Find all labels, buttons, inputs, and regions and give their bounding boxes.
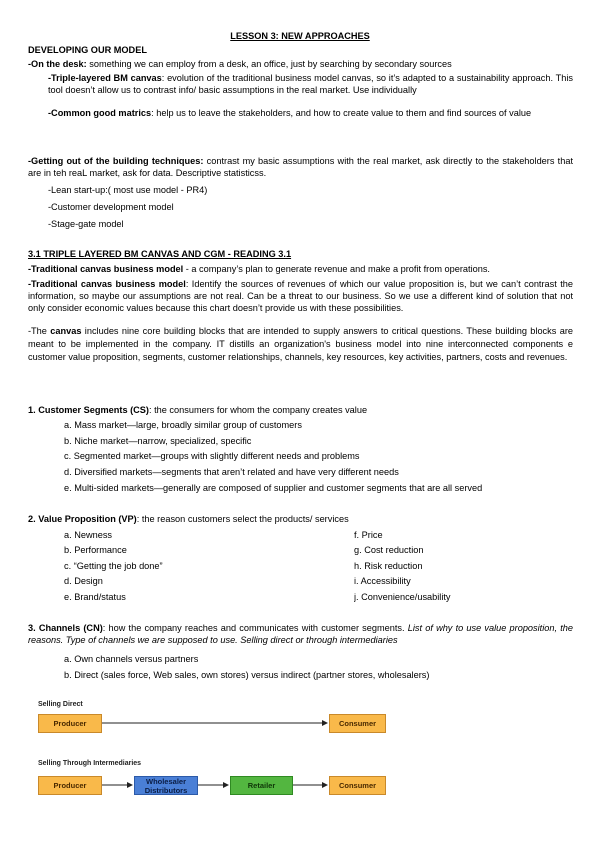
common-good-lead: -Common good matrics	[48, 108, 152, 118]
traditional-canvas-lead: -Traditional canvas business model	[28, 279, 186, 289]
on-the-desk-text: something we can employ from a desk, an office, just by searching by secondary sources	[86, 59, 452, 69]
value-proposition-item: e. Brand/status	[64, 592, 126, 602]
producer-box: Producer	[38, 776, 102, 795]
canvas-lead: canvas	[50, 326, 82, 336]
common-good-text: : help us to leave the stakeholders, and how to create value to them and find sources of value	[151, 108, 532, 118]
channels-italic-note: List of why to use value proposition, the reasons. Type of channels we are supposed to use. Selling direct or through intermediaries	[28, 623, 573, 645]
value-proposition-item: g. Cost reduction	[354, 545, 424, 555]
value-proposition-item: c. “Getting the job done”	[64, 561, 163, 571]
getting-out-item: -Lean start-up:( most use model - PR4)	[48, 185, 208, 195]
customer-segment-item: b. Niche market—narrow, specialized, specific	[64, 436, 252, 446]
channel-item: b. Direct (sales force, Web sales, own stores) versus indirect (partner stores, wholesalers)	[64, 670, 430, 680]
canvas-prefix: -The	[28, 326, 51, 336]
section-heading-developing: DEVELOPING OUR MODEL	[28, 45, 147, 55]
selling-direct-label: Selling Direct	[38, 701, 83, 708]
value-proposition-item: h. Risk reduction	[354, 561, 423, 571]
customer-segment-item: d. Diversified markets—segments that aren’t related and have very different needs	[64, 467, 399, 477]
value-proposition-item: d. Design	[64, 576, 103, 586]
consumer-box: Consumer	[329, 714, 386, 733]
on-the-desk-lead: -On the desk:	[28, 59, 87, 69]
value-proposition-item: a. Newness	[64, 530, 113, 540]
customer-segments-text: : the consumers for whom the company creates value	[149, 405, 368, 415]
value-proposition-lead: 2. Value Proposition (VP)	[28, 514, 137, 524]
traditional-canvas-text: - a company’s plan to generate revenue and make a profit from operations.	[183, 264, 490, 274]
canvas-text: includes nine core building blocks that are intended to supply answers to critical questions. These building blocks are meant to be implemented in the company. IT distills an organization's business model into nine interconnected components e customer value proposition, segments, customer relationships, channels, key resources, key activities, partners, costs and revenues.	[28, 326, 573, 362]
value-proposition-text: : the reason customers select the products/ services	[136, 514, 349, 524]
channels-text: : how the company reaches and communicates with customer segments.	[102, 623, 408, 633]
getting-out-lead: -Getting out of the building techniques:	[28, 156, 204, 166]
customer-segment-item: a. Mass market—large, broadly similar group of customers	[64, 420, 302, 430]
getting-out-item: -Customer development model	[48, 202, 174, 212]
section-heading-3-1: 3.1 TRIPLE LAYERED BM CANVAS AND CGM - READING 3.1	[28, 249, 292, 259]
traditional-canvas-lead: -Traditional canvas business model	[28, 264, 184, 274]
getting-out-item: -Stage-gate model	[48, 219, 124, 229]
triple-layered-lead: -Triple-layered BM canvas	[48, 73, 162, 83]
value-proposition-item: j. Convenience/usability	[354, 592, 451, 602]
customer-segments-lead: 1. Customer Segments (CS)	[28, 405, 149, 415]
getting-out-text: contrast my basic assumptions with the real market, ask directly to the stakeholders that are in teh reaL market, ask for data. Descriptive statisticss.	[28, 156, 573, 178]
value-proposition-item: f. Price	[354, 530, 383, 540]
value-proposition-item: i. Accessibility	[354, 576, 411, 586]
wholesaler-distributors-box: Wholesaler Distributors	[134, 776, 198, 795]
selling-intermediaries-label: Selling Through Intermediaries	[38, 760, 142, 767]
traditional-canvas-text: : Identify the sources of revenues of which our value proposition is, but we can’t contrast the information, so maybe our assumptions are not real. Can be a threat to our business. So we use a different kind of solution that not only consider economic values because this chart doesn’t provide us with these possibilities.	[28, 279, 573, 313]
channel-item: a. Own channels versus partners	[64, 654, 199, 664]
consumer-box: Consumer	[329, 776, 386, 795]
retailer-box: Retailer	[230, 776, 293, 795]
producer-box: Producer	[38, 714, 102, 733]
lesson-title: LESSON 3: NEW APPROACHES	[230, 31, 370, 41]
value-proposition-item: b. Performance	[64, 545, 127, 555]
customer-segment-item: c. Segmented market—groups with slightly different needs and problems	[64, 451, 360, 461]
triple-layered-text: : evolution of the traditional business model canvas, so it’s adapted to a sustainability approach. This tool doesn’t allow us to contrast info/ basic assumptions in the real market. Use individually	[48, 73, 573, 95]
customer-segment-item: e. Multi-sided markets—generally are composed of supplier and customer segments that are all served	[64, 483, 483, 493]
channels-lead: 3. Channels (CN)	[28, 623, 103, 633]
